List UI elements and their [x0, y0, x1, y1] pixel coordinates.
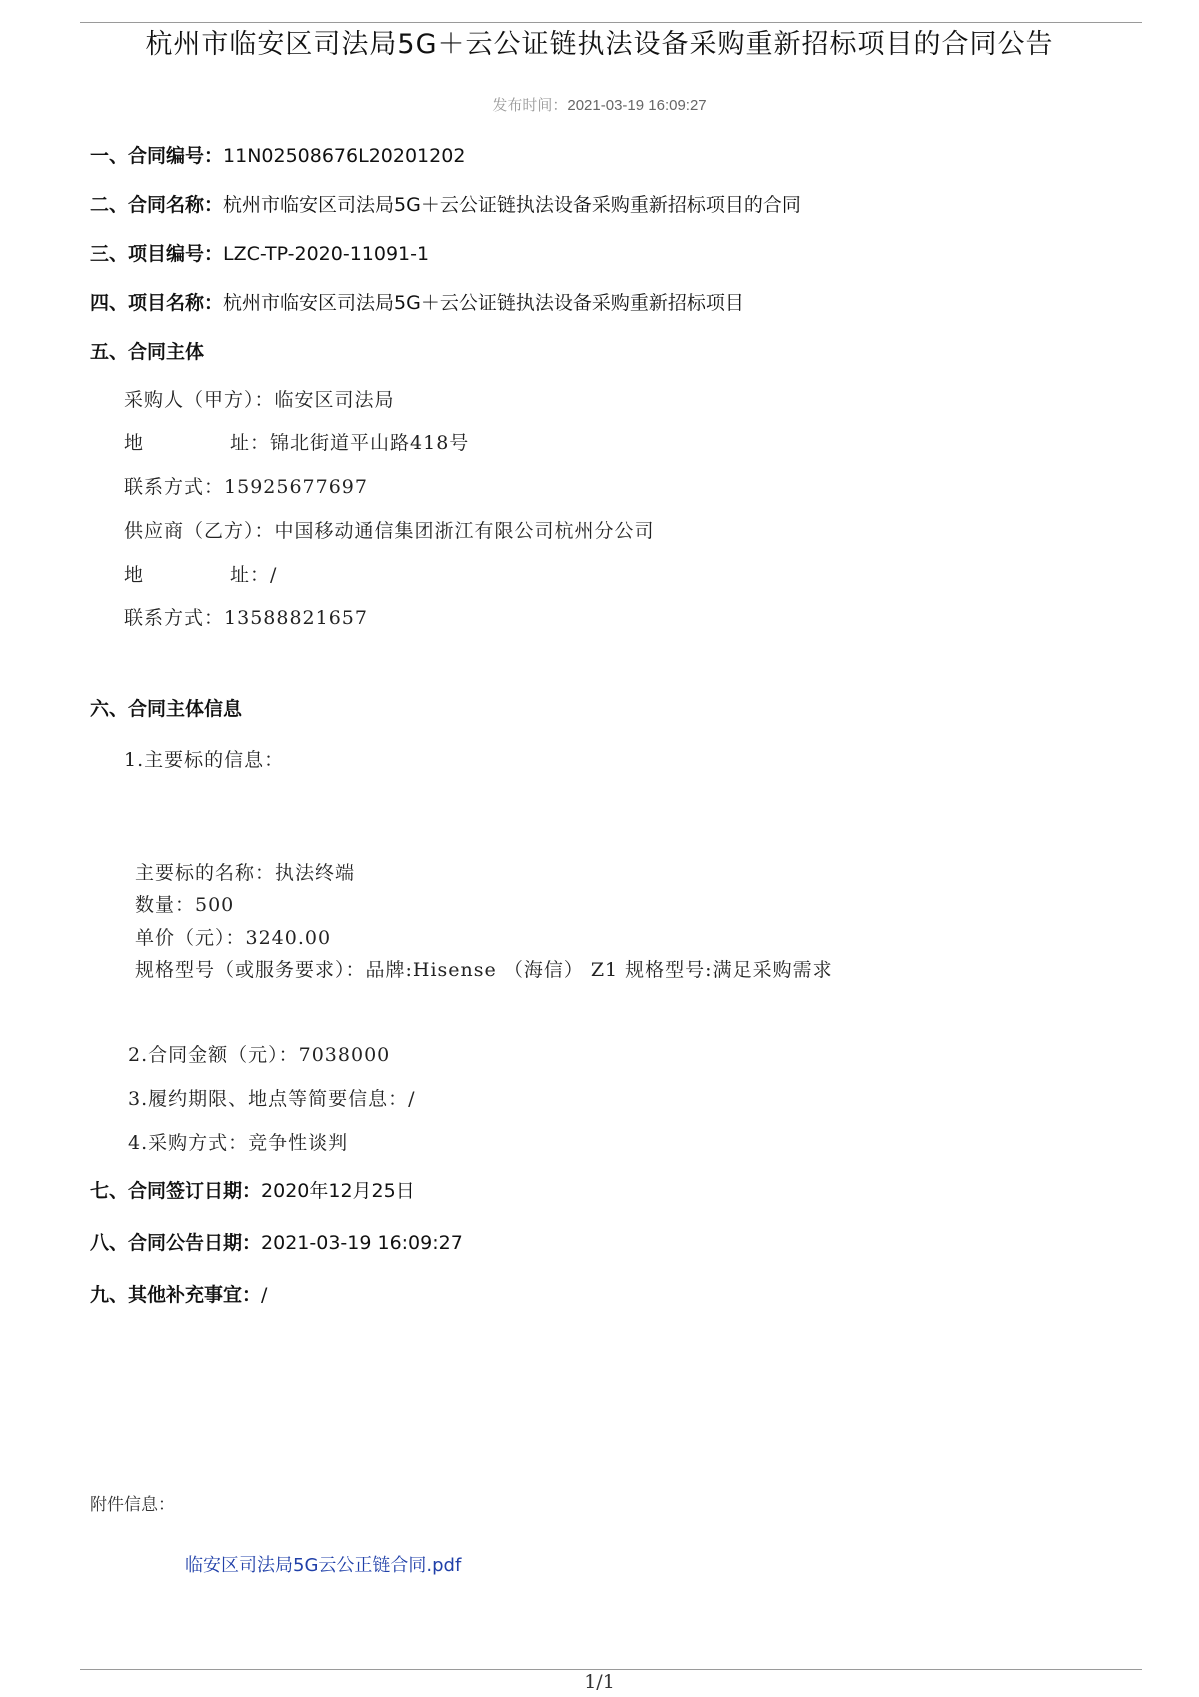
attachment-link[interactable]: 临安区司法局5G云公正链合同.pdf [185, 1555, 462, 1576]
publish-time [0, 94, 1199, 115]
bottom-rule [80, 1669, 1142, 1670]
section-project-number: 三、项目编号：LZC-TP-2020-11091-1 [90, 243, 430, 265]
page-number: 1/1 [584, 1671, 615, 1693]
section-other-matters: 九、其他补充事宜：/ [90, 1284, 268, 1306]
method-line: 4.采购方式：竞争性谈判 [128, 1132, 349, 1154]
amount-line: 2.合同金额（元）：7038000 [128, 1044, 391, 1066]
quantity-line: 数量：500 [135, 894, 235, 916]
attachment-label: 附件信息： [90, 1495, 175, 1515]
buyer-line: 采购人（甲方）：临安区司法局 [124, 389, 395, 411]
section-contract-name: 二、合同名称：杭州市临安区司法局5G＋云公证链执法设备采购重新招标项目的合同 [90, 194, 801, 216]
buyer-address-line: 地 址：锦北街道平山路418号 [124, 432, 470, 454]
unit-price-line: 单价（元）：3240.00 [135, 927, 332, 949]
buyer-contact-line: 联系方式：15925677697 [124, 476, 368, 498]
section-signing-date: 七、合同签订日期：2020年12月25日 [90, 1180, 415, 1202]
period-line: 3.履约期限、地点等简要信息：/ [128, 1088, 416, 1110]
info-item-1: 1.主要标的信息： [124, 749, 285, 771]
spec-line: 规格型号（或服务要求）：品牌:Hisense （海信） Z1 规格型号:满足采购需求 [135, 959, 833, 981]
section-project-name: 四、项目名称：杭州市临安区司法局5G＋云公证链执法设备采购重新招标项目 [90, 292, 744, 314]
section-announcement-date: 八、合同公告日期：2021-03-19 16:09:27 [90, 1232, 463, 1254]
page-title: 杭州市临安区司法局5G＋云公证链执法设备采购重新招标项目的合同公告 [145, 29, 1054, 60]
section-contract-number: 一、合同编号：11N02508676L20201202 [90, 145, 466, 167]
supplier-contact-line: 联系方式：13588821657 [124, 607, 368, 629]
subject-name-line: 主要标的名称：执法终端 [135, 862, 356, 884]
section-party-info: 六、合同主体信息 [90, 698, 243, 720]
supplier-line: 供应商（乙方）：中国移动通信集团浙江有限公司杭州分公司 [124, 520, 655, 542]
publish-time-value: 2021-03-19 16:09:27 [567, 97, 707, 114]
section-contract-parties: 五、合同主体 [90, 341, 205, 363]
publish-time-label: 发布时间： [492, 97, 568, 114]
supplier-address-line: 地 址：/ [124, 564, 278, 586]
